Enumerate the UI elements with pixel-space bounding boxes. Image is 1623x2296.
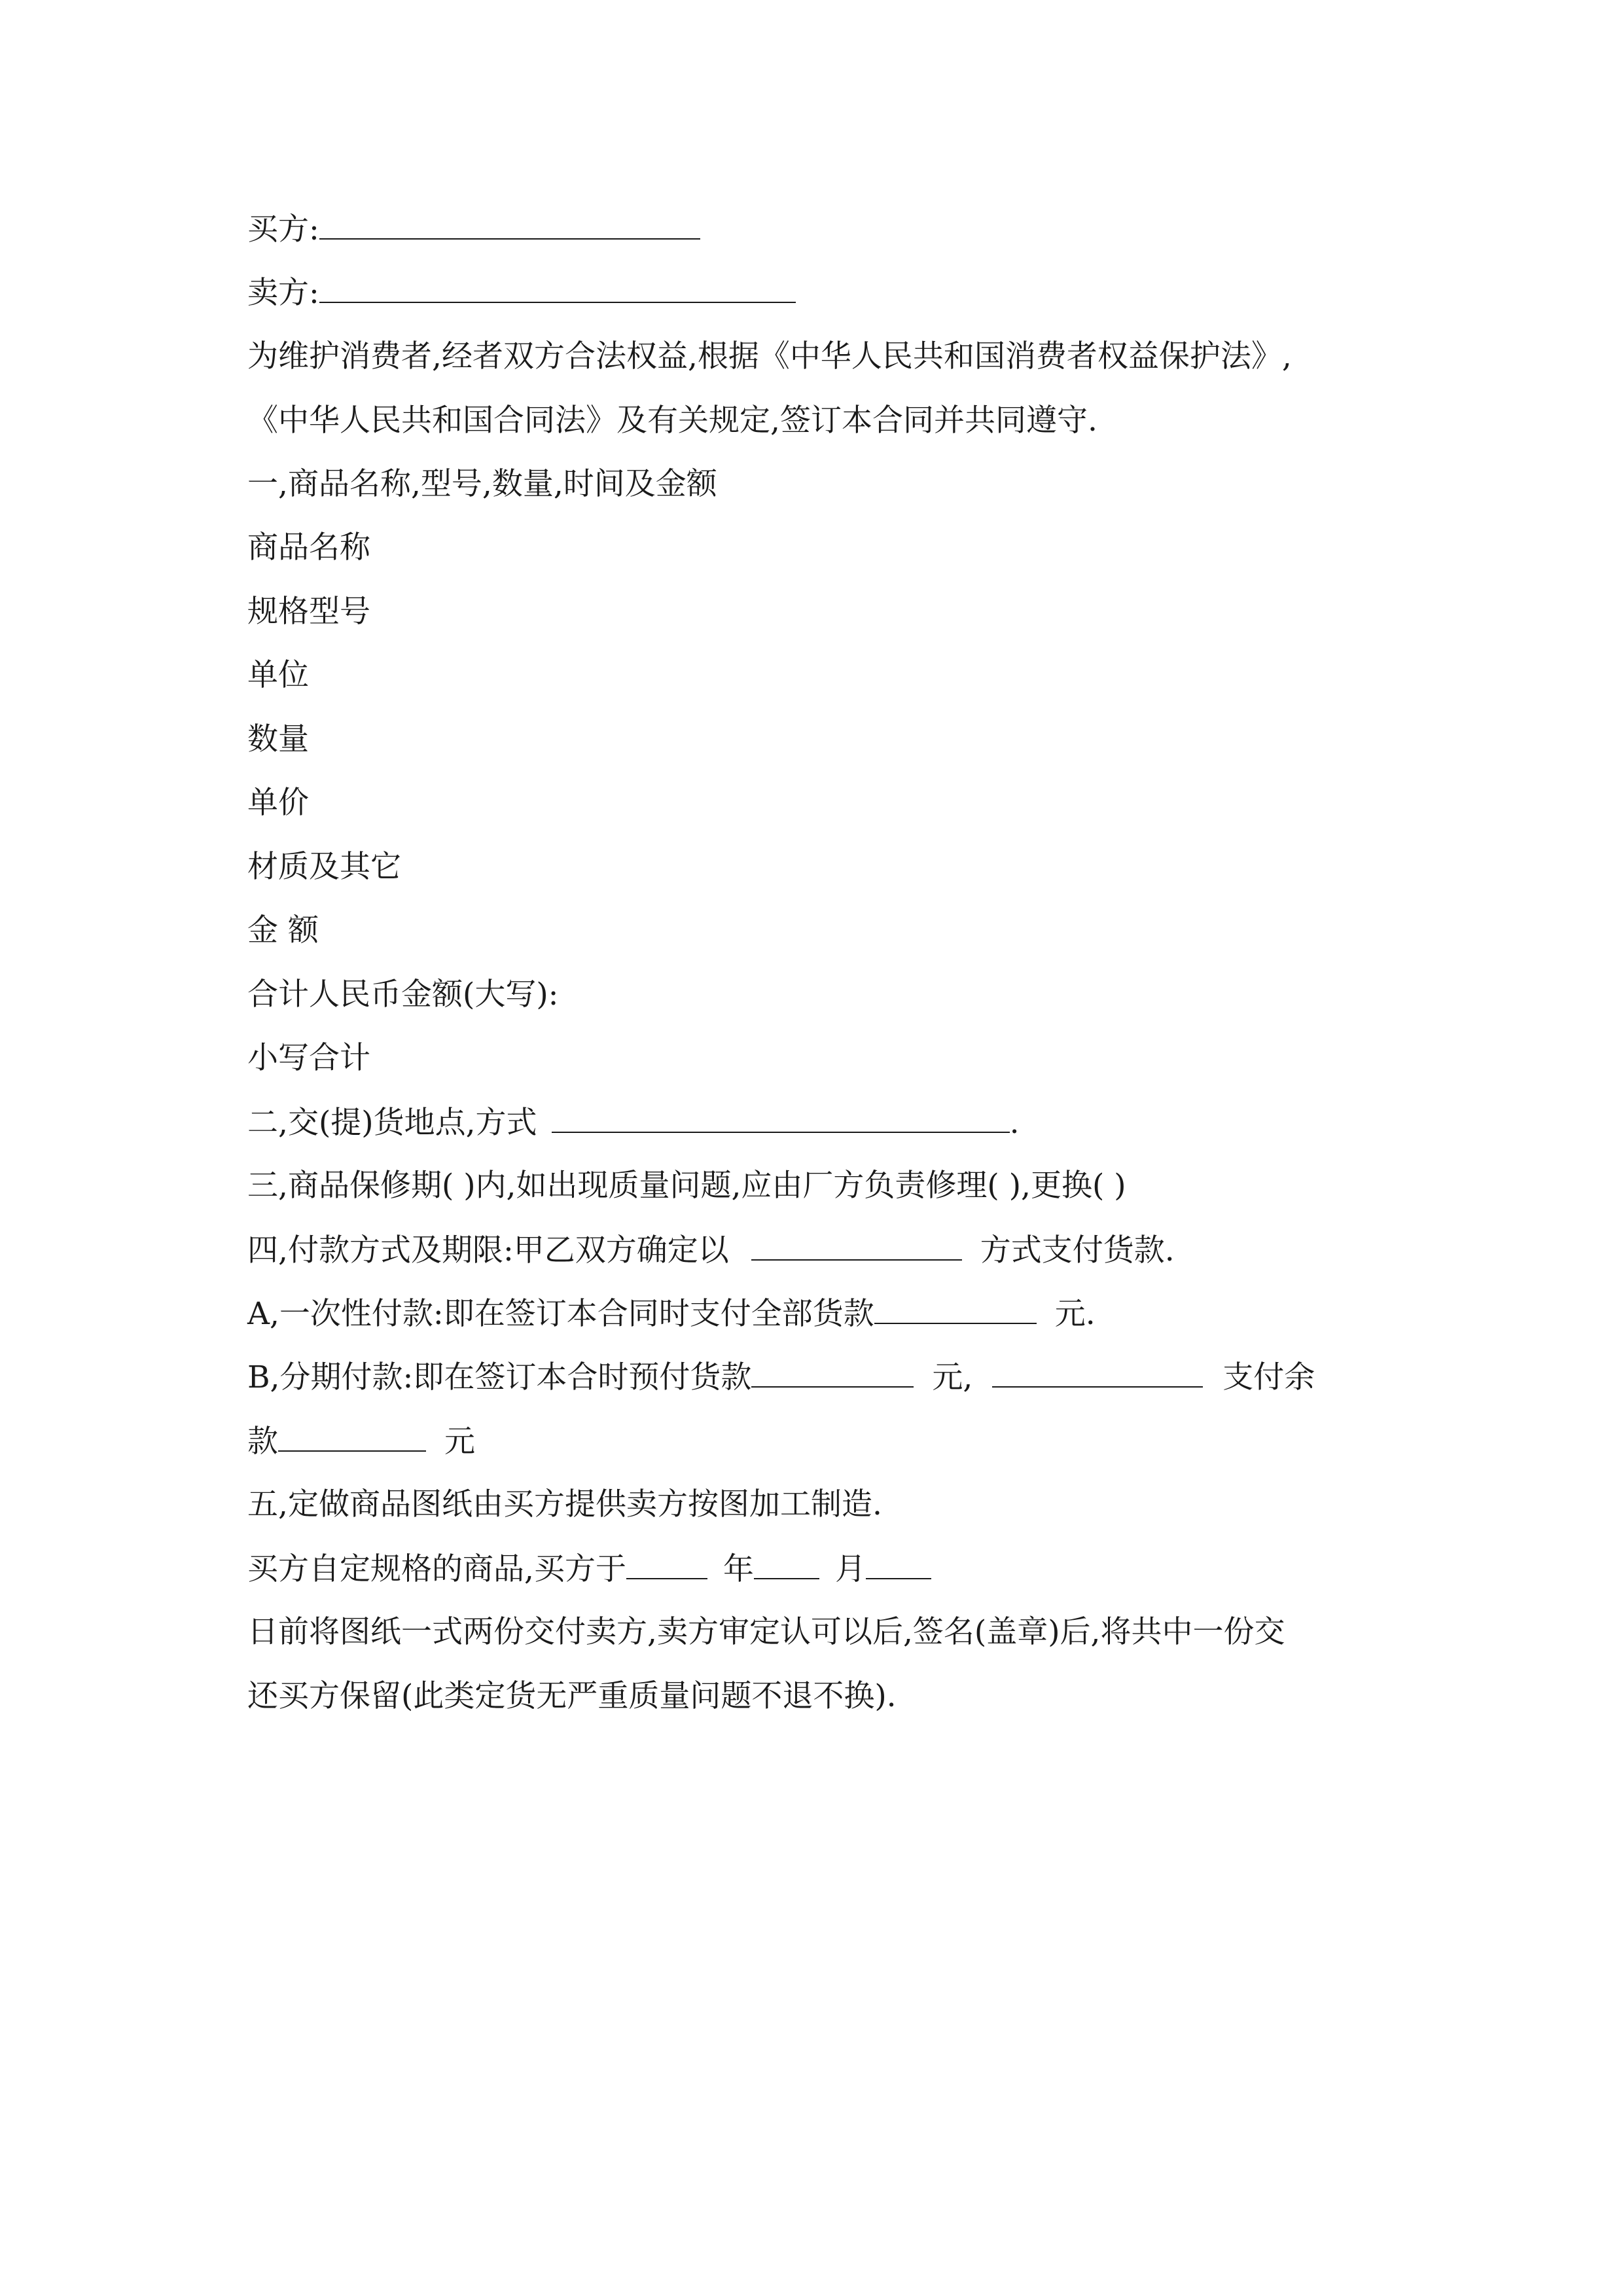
closing-line-1: 日前将图纸一式两份交付卖方,卖方审定认可以后,签名(盖章)后,将共中一份交 <box>247 1614 1285 1650</box>
section2-end: . <box>1009 1105 1020 1141</box>
month-blank[interactable] <box>754 1549 819 1579</box>
field-amount: 金 额 <box>247 912 319 948</box>
balance-date-blank[interactable] <box>992 1357 1203 1388</box>
seller-line <box>247 273 796 312</box>
custom-spec-text: 买方自定规格的商品,买方于 <box>247 1551 626 1587</box>
full-payment-blank[interactable] <box>874 1294 1037 1324</box>
seller-label: 卖方: <box>247 275 319 311</box>
section4-line <box>247 1230 1175 1270</box>
option-a-text: A,一次性付款:即在签订本合同时支付全部货款 <box>247 1296 874 1332</box>
section2-line <box>247 1103 1020 1142</box>
intro-line-1: 为维护消费者,经者双方合法权益,根据《中华人民共和国消费者权益保护法》, <box>247 338 1292 374</box>
section2-text: 二,交(提)货地点,方式 <box>247 1105 537 1141</box>
closing-line-2: 还买方保留(此类定货无严重质量问题不退不换). <box>247 1678 897 1714</box>
balance-amount-blank[interactable] <box>278 1422 426 1452</box>
intro-line-2: 《中华人民共和国合同法》及有关规定,签订本合同并共同遵守. <box>247 403 1097 439</box>
section5-line: 五,定做商品图纸由买方提供卖方按图加工制造. <box>247 1486 882 1522</box>
field-spec-model: 规格型号 <box>247 594 370 630</box>
section3-line: 三,商品保修期( )内,如出现质量问题,应由厂方负责修理( ),更换( ) <box>247 1168 1126 1204</box>
year-blank[interactable] <box>626 1549 707 1579</box>
option-b2-end: 元 <box>444 1424 475 1460</box>
option-b2-text: 款 <box>247 1424 278 1460</box>
option-b-line <box>247 1357 1315 1397</box>
field-unit-price: 单价 <box>247 785 309 821</box>
month-label: 月 <box>834 1551 866 1587</box>
field-product-name: 商品名称 <box>247 529 370 565</box>
payment-method-blank[interactable] <box>751 1230 962 1261</box>
buyer-blank[interactable] <box>319 209 700 240</box>
buyer-label: 买方: <box>247 211 319 247</box>
delivery-blank[interactable] <box>552 1103 1010 1133</box>
day-blank[interactable] <box>866 1549 931 1579</box>
section4-end: 方式支付货款. <box>980 1232 1175 1268</box>
section4-text: 四,付款方式及期限:甲乙双方确定以 <box>247 1232 729 1268</box>
field-material: 材质及其它 <box>247 849 401 885</box>
section1-title: 一,商品名称,型号,数量,时间及金额 <box>247 466 717 502</box>
option-a-end: 元. <box>1054 1296 1096 1332</box>
option-a-line <box>247 1294 1096 1333</box>
field-unit: 单位 <box>247 657 309 693</box>
option-b-end: 支付余 <box>1222 1359 1315 1395</box>
field-total-capital: 合计人民币金额(大写): <box>247 977 559 1013</box>
custom-spec-line <box>247 1549 931 1588</box>
field-total-numeric: 小写合计 <box>247 1040 370 1076</box>
option-b-mid: 元, <box>932 1359 973 1395</box>
option-b-line-2 <box>247 1422 475 1461</box>
buyer-line <box>247 209 700 249</box>
seller-blank[interactable] <box>319 273 796 303</box>
advance-payment-blank[interactable] <box>751 1357 914 1388</box>
year-label: 年 <box>722 1551 754 1587</box>
option-b-text: B,分期付款:即在签订本合时预付货款 <box>247 1359 752 1395</box>
field-quantity: 数量 <box>247 721 309 757</box>
